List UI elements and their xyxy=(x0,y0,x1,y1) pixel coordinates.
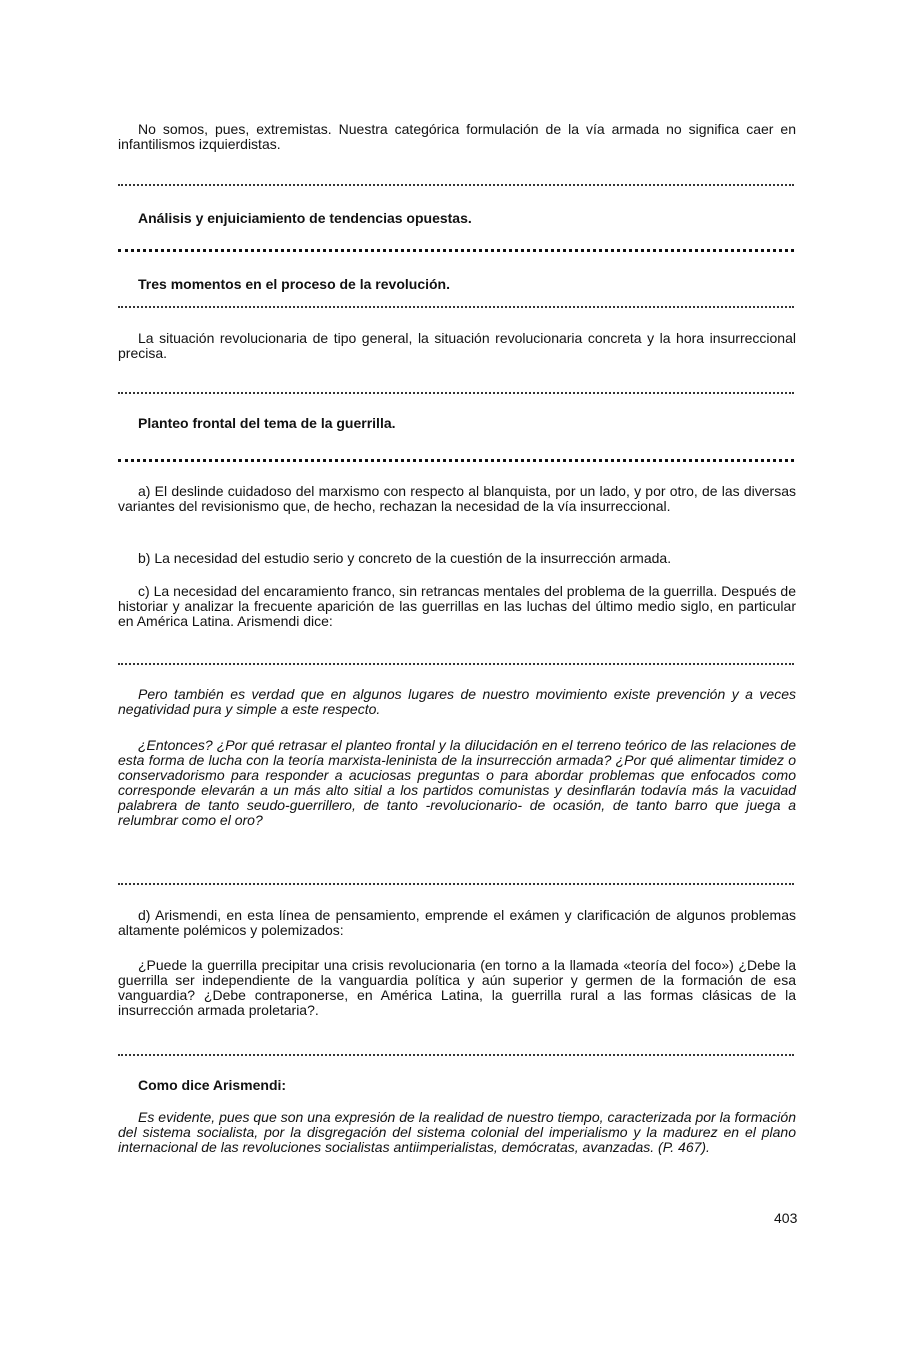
dotted-separator xyxy=(118,883,794,885)
section-heading-planteo: Planteo frontal del tema de la guerrilla. xyxy=(138,415,396,431)
paragraph-situacion: La situación revolucionaria de tipo general, la situación revolucionaria concreta y la hora insurreccional precisa. xyxy=(118,330,796,361)
paragraph-a: a) El deslinde cuidadoso del marxismo con respecto al blanquista, por un lado, y por otro, de las diversas variantes del revisionismo que, de hecho, rechazan la necesidad de la vía insurreccional. xyxy=(118,483,796,514)
paragraph-extremistas: No somos, pues, extremistas. Nuestra categórica formulación de la vía armada no significa caer en infantilismos izquierdistas. xyxy=(118,121,796,152)
dotted-separator xyxy=(118,1054,794,1056)
section-heading-tres-momentos: Tres momentos en el proceso de la revolución. xyxy=(138,276,450,292)
paragraph-c: c) La necesidad del encaramiento franco, sin retrancas mentales del problema de la guerrilla. Después de historiar y analizar la frecuente aparición de las guerrillas en las luchas del último medio siglo, en particular en América Latina. Arismendi dice: xyxy=(118,583,796,629)
paragraph-b: b) La necesidad del estudio serio y concreto de la cuestión de la insurrección armada. xyxy=(138,550,672,566)
section-heading-como-dice: Como dice Arismendi: xyxy=(138,1077,287,1093)
paragraph-preguntas: ¿Puede la guerrilla precipitar una crisis revolucionaria (en torno a la llamada «teoría del foco») ¿Debe la guerrilla ser independiente de la vanguardia política y aún superior y germen de la formación de esa vanguardia? ¿Debe contraponerse, en América Latina, la guerrilla rural a las formas clásicas de la insurrección armada proletaria?. xyxy=(118,957,796,1018)
dotted-separator xyxy=(118,663,794,665)
paragraph-d: d) Arismendi, en esta línea de pensamiento, emprende el exámen y clarificación de algunos problemas altamente polémicos y polemizados: xyxy=(118,907,796,938)
quote-entonces: ¿Entonces? ¿Por qué retrasar el planteo frontal y la dilucidación en el terreno teórico de las relaciones de esta forma de lucha con la teoría marxista-leninista de la insurrección armada? ¿Por qué alimentar timidez o conservadorismo para responder a acuciosas preguntas o para abordar problemas que enfocados como corresponde elevarán a un más alto sitial a los partidos comunistas y desinflarán todavía más la vacuidad palabrera de tanto seudo-guerrillero, de tanto -revolucionario- de ocasión, de tanto barro que juega a relumbrar como el oro? xyxy=(118,737,796,828)
quote-es-evidente: Es evidente, pues que son una expresión de la realidad de nuestro tiempo, caracterizada por la formación del sistema socialista, por la disgregación del sistema colonial del imperialismo y la madurez en el plano internacional de las revoluciones socialistas antiimperialistas, demócratas, avanzadas. (P. 467). xyxy=(118,1109,796,1155)
section-heading-analisis: Análisis y enjuiciamiento de tendencias opuestas. xyxy=(138,210,472,226)
page-number: 403 xyxy=(774,1210,798,1226)
dotted-separator xyxy=(118,392,794,394)
quote-prevencion: Pero también es verdad que en algunos lugares de nuestro movimiento existe prevención y a veces negatividad pura y simple a este respecto. xyxy=(118,686,796,717)
dotted-separator xyxy=(118,306,794,308)
dotted-separator xyxy=(118,459,794,462)
dotted-separator xyxy=(118,184,794,186)
dotted-separator xyxy=(118,249,794,252)
